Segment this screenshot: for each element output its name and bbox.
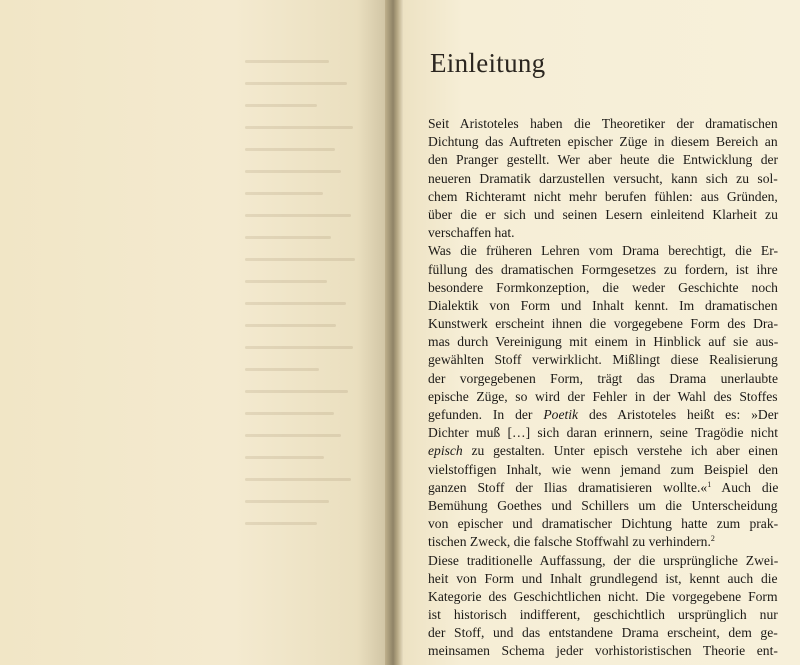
text-line <box>428 406 778 424</box>
text-run: gewählten Stoff verwirklicht. Mißlingt diese Realisierung <box>428 352 778 368</box>
body-text <box>428 115 778 661</box>
text-line <box>428 333 778 351</box>
text-line <box>428 351 778 369</box>
text-line <box>428 533 778 551</box>
text-run: neueren Dramatik darzustellen versucht, kann sich zu sol- <box>428 170 778 186</box>
left-page <box>0 0 388 665</box>
text-run: der Stoff, und das entstandene Drama erscheint, dem ge- <box>428 625 778 641</box>
text-line <box>428 552 778 570</box>
text-line <box>428 442 778 460</box>
text-line <box>428 315 778 333</box>
footnote-marker: 2 <box>710 534 715 544</box>
text-line <box>428 424 778 442</box>
text-run: besondere Formkonzeption, die weder Geschichte noch <box>428 279 778 295</box>
text-run: Dichter muß […] sich daran erinnern, seine Tragödie nicht <box>428 425 778 441</box>
text-run: Dichtung das Auftreten epischer Züge in diesem Bereich an <box>428 134 778 150</box>
text-run: tischen Zweck, die falsche Stoffwahl zu verhindern. <box>428 534 711 550</box>
text-run: heit von Form und Inhalt grundlegend ist, kennt auch die <box>428 570 778 586</box>
text-run: den Pranger gestellt. Wer aber heute die Entwicklung der <box>428 152 779 168</box>
italic-title: Poetik <box>543 407 579 422</box>
text-line <box>428 606 778 624</box>
text-line <box>428 297 778 315</box>
text-run: Dialektik von Form und Inhalt kennt. Im dramatischen <box>428 297 778 313</box>
text-line <box>428 497 778 515</box>
text-run: Seit Aristoteles haben die Theoretiker der dramatischen <box>428 116 778 131</box>
text-run: füllung des dramatischen Formgesetzes zu fordern, ist ihre <box>428 261 778 277</box>
text-run: mas durch Vereinigung mit einem in Hinblick auf sie aus- <box>428 334 779 350</box>
right-page <box>403 0 800 665</box>
text-run: des Aristoteles heißt es: »Der <box>578 407 779 422</box>
text-line <box>428 133 778 151</box>
text-run: Kategorie des Geschichtlichen nicht. Die vorgegebene Form <box>428 588 778 604</box>
text-run: Bemühung Goethes und Schillers um die Unterscheidung <box>428 497 778 513</box>
text-run: von epischer und dramatischer Dichtung hatte zum prak- <box>428 516 779 532</box>
text-line <box>428 479 778 497</box>
text-run: meinsamen Schema jeder vorhistoristischen Theorie ent- <box>428 643 778 659</box>
text-line <box>428 570 778 588</box>
text-run: Was die früheren Lehren vom Drama berechtigt, die Er- <box>428 243 778 259</box>
text-line <box>428 388 778 406</box>
text-run: Diese traditionelle Auffassung, der die ursprüngliche Zwei- <box>428 552 779 568</box>
footnote-marker: 1 <box>707 479 712 489</box>
text-line <box>428 151 778 169</box>
show-through-text <box>245 60 365 580</box>
text-run: epische Züge, so wird der Fehler in der Wahl des Stoffes <box>428 388 778 404</box>
italic-word: episch <box>428 443 463 459</box>
text-run: der vorgegebenen Form, trägt das Drama unerlaubte <box>428 370 778 386</box>
text-line <box>428 261 778 279</box>
text-line <box>428 224 778 242</box>
text-line <box>428 206 778 224</box>
text-line <box>428 515 778 533</box>
text-line <box>428 461 778 479</box>
text-run: gefunden. In der <box>428 407 544 422</box>
text-line <box>428 624 778 642</box>
text-line <box>428 370 778 388</box>
text-line <box>428 588 778 606</box>
text-line <box>428 170 778 188</box>
text-run: verschaffen hat. <box>428 225 515 241</box>
text-run: vielstoffigen Inhalt, wie wenn jemand zum Beispiel den <box>428 461 779 477</box>
text-run: Kunstwerk erscheint ihnen die vorgegebene Form des Dra- <box>428 316 778 332</box>
text-run: über die er sich und seinen Lesern einleitend Klarheit zu <box>428 206 778 222</box>
text-run: Auch die <box>711 479 779 495</box>
text-line <box>428 115 778 133</box>
book-gutter <box>385 0 403 665</box>
text-run: ganzen Stoff der Ilias dramatisieren wollte.« <box>428 479 708 495</box>
text-run: zu gestalten. Unter episch verstehe ich aber einen <box>462 443 778 459</box>
chapter-heading: Einleitung <box>430 48 546 78</box>
text-run: ist historisch indifferent, geschichtlich ursprünglich nur <box>428 607 778 623</box>
text-line <box>428 188 778 206</box>
text-line <box>428 242 778 260</box>
text-line <box>428 279 778 297</box>
text-line <box>428 642 778 660</box>
text-run: chem Richteramt nicht mehr berufen fühlen: aus Gründen, <box>428 188 778 204</box>
